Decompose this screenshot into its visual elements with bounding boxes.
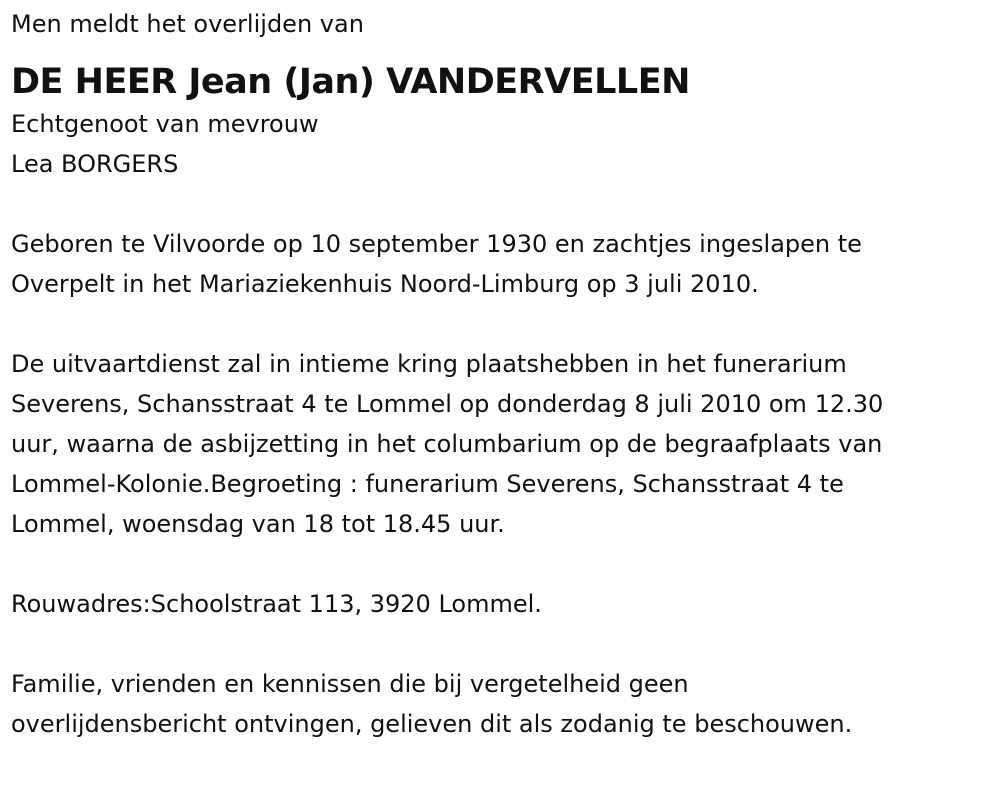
paragraph-line: Lommel, woensdag van 18 tot 18.45 uur. [11, 510, 505, 538]
paragraph-line: Overpelt in het Mariaziekenhuis Noord-Limburg op 3 juli 2010. [11, 270, 759, 298]
intro-text: Men meldt het overlijden van [11, 10, 364, 38]
mourning-address: Rouwadres:Schoolstraat 113, 3920 Lommel. [11, 590, 542, 618]
funeral-paragraph [11, 344, 991, 544]
paragraph-line: Lommel-Kolonie.Begroeting : funerarium Severens, Schansstraat 4 te [11, 470, 844, 498]
birth-death-paragraph [11, 224, 991, 304]
deceased-name: DE HEER Jean (Jan) VANDERVELLEN [11, 62, 690, 102]
paragraph-line: Severens, Schansstraat 4 te Lommel op donderdag 8 juli 2010 om 12.30 [11, 390, 884, 418]
paragraph-line: Familie, vrienden en kennissen die bij vergetelheid geen [11, 670, 689, 698]
paragraph-line: De uitvaartdienst zal in intieme kring plaatshebben in het funerarium [11, 350, 847, 378]
paragraph-line: Geboren te Vilvoorde op 10 september 1930 en zachtjes ingeslapen te [11, 230, 862, 258]
spouse-line-2: Lea BORGERS [11, 150, 179, 178]
closing-paragraph [11, 664, 991, 744]
paragraph-line: overlijdensbericht ontvingen, gelieven dit als zodanig te beschouwen. [11, 710, 853, 738]
spouse-line-1: Echtgenoot van mevrouw [11, 110, 319, 138]
paragraph-line: uur, waarna de asbijzetting in het columbarium op de begraafplaats van [11, 430, 883, 458]
obituary-notice [11, 4, 991, 744]
